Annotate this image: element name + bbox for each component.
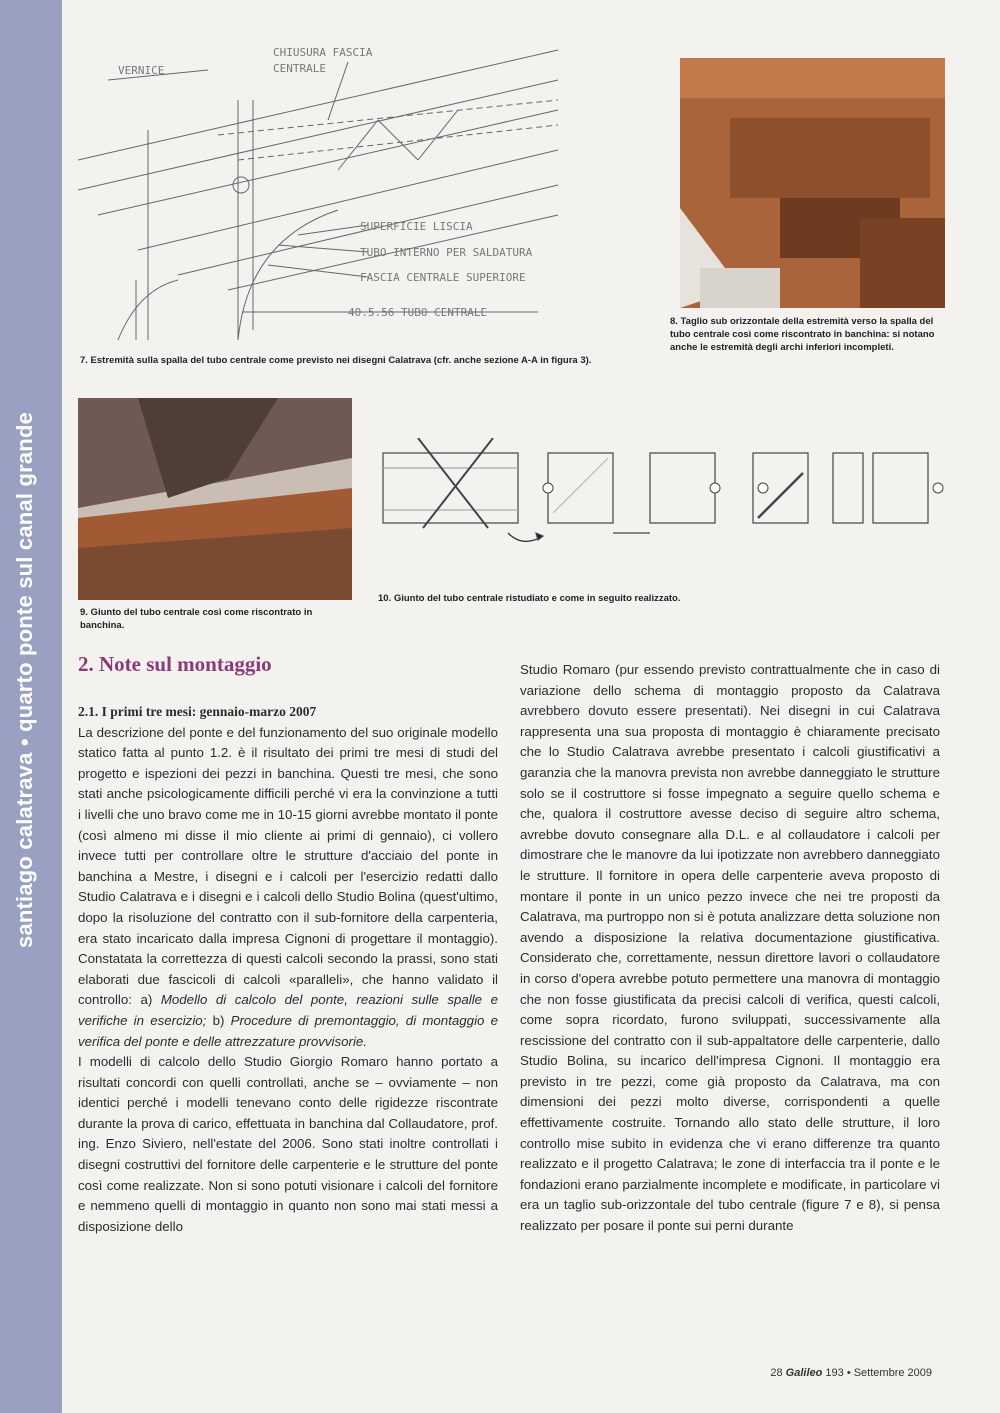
label-tubo-interno: TUBO INTERNO PER SALDATURA [360,246,533,259]
figure-7-caption: 7. Estremità sulla spalla del tubo centrale come previsto nei disegni Calatrava (cfr. anche sezione A-A in figura 3). [80,355,592,366]
paragraph-1-italic-1: Modello di calcolo del ponte, reazioni sulle spalle e verifiche in esercizio; [78,992,498,1028]
sidebar-running-title: santiago calatrava • quarto ponte sul canal grande [12,411,37,949]
figure-8-caption: 8. Taglio sub orizzontale della estremità verso la spalla del tubo centrale così come riscontrato in banchina: si notano anche le estremità degli archi inferiori incompleti. [670,316,935,353]
paragraph-1-text-b: b) [212,1012,225,1028]
label-fascia: FASCIA CENTRALE SUPERIORE [360,271,526,284]
paragraph-1-italic-2: Procedure di premontaggio, di montaggio e verifica del ponte e delle attrezzature provvisorie. [78,1012,498,1049]
section-title: 2. Note sul montaggio [78,652,272,676]
paragraph-3: Studio Romaro (pur essendo previsto contrattualmente che in caso di variazione dello schema di montaggio proposto da Calatrava avrebbero dovuto essere presentati). Nei disegni in cui Calatrava rappresenta una sua proposta di montaggio è chiaramente precisato che lo Studio Calatrava avrebbe presentato i calcoli giustificativi a garanzia che la manovra prevista non avrebbe danneggiato le strutture solo se il costruttore si fosse impegnato a seguire quello schema e che, qualora il costruttore avesse deciso di seguire altro schema, avrebbe dovuto consegnare alla D.L. e al collaudatore i calcoli per dimostrare che le manovre da lui ipotizzate non avrebbero danneggiato le strutture. Il fornitore in opera delle carpenterie aveva proposto di montare il ponte in un unico pezzo invece che nei tre proposti da Calatrava, ma purtroppo non si è potuta analizzare detta soluzione non avendo a disposizione la relativa documentazione giustificativa. Considerato che, correttamente, nessun direttore lavori o collaudatore in corso d'opera avrebbe potuto permettere una manovra di montaggio che non fosse giustificata da precisi calcoli di verifica, questi calcoli, come sopra ricordato, furono sviluppati, successivamente alla rescissione del contratto con il sub-appaltatore delle carpenterie, dallo Studio Bolina, su incarico dell'impresa Cignoni. Il montaggio era previsto in tre pezzi, come già proposto da Calatrava, ma con dimensioni dei pezzi molto diverse, corrispondenti a quelle effettivamente costruite. Tornando allo stato delle strutture, il loro controllo mise subito in evidenza che vi erano differenze tra quanto realizzato e il progetto Calatrava; le zone di interfaccia tra il ponte e le fondazioni erano parzialmente incomplete e modificate, in particolare vi era un taglio sub-orizzontale del tubo centrale (figure 7 e 8), si pensa realizzato per posare il ponte sui perni durante [520,662,940,1234]
page-number: 28 [770,1367,783,1379]
page-footer [770,1367,932,1379]
figure-9-photo [78,398,352,600]
label-chiusura-2: CENTRALE [273,62,326,75]
article-left-column [78,702,498,1237]
label-vernice: VERNICE [118,64,165,77]
figure-9-caption: 9. Giunto del tubo centrale così come riscontrato in banchina. [80,607,313,631]
paragraph-1-text-a: La descrizione del ponte e del funzionamento del suo originale modello statico fatta al punto 1.2. è il risultato dei primi tre mesi di studi del progetto e ispezioni dei pezzi in banchina. Questi tre mesi, che sono stati anche psicologicamente difficili perché vi era la convinzione a tutti i livelli che uno bravo come me in 10-15 giorni avrebbe montato il ponte (così almeno mi disse il mio cliente ai primi di gennaio), ci vollero invece tutti per controllare oltre le strutture d'acciaio del ponte in banchina a Mestre, i disegni e i calcoli per l'esercizio redatti dallo Studio Calatrava e i disegni e i calcoli dello Studio Bolina (quest'ultimo, dopo la risoluzione del contratto con il sub-fornitore della carpenteria, era stato incaricato dalla impresa Cignoni di progettare il montaggio). Constatata la correttezza di questi calcoli secondo la prassi, sono stati elaborati due fascicoli di calcoli «paralleli», che hanno validato il controllo: a) [78,724,498,1008]
figure-8-photo [680,58,945,308]
magazine-name: Galileo [785,1367,823,1379]
issue-info: 193 • Settembre 2009 [825,1367,932,1379]
label-tubo-centrale: 40.5.56 TUBO CENTRALE [348,306,488,319]
paragraph-2: I modelli di calcolo dello Studio Giorgio Romaro hanno portato a risultati concordi con quelli controllati, anche se – ovviamente – non identici perché i modelli tenevano conto delle rigidezze riscontrate durante la prova di carico, effettuata in banchina dal Collaudatore, prof. ing. Enzo Siviero, nell'estate del 2006. Sono stati inoltre controllati i disegni costruttivi del fornitore delle carpenterie e le strutture del ponte così come realizzate. Non si sono potuti visionare i calcoli del fornitore e nemmeno quelli di montaggio in quanto non sono mai stati messi a disposizione dello [78,1054,498,1234]
figure-10-caption: 10. Giunto del tubo centrale ristudiato e come in seguito realizzato. [378,593,681,604]
paragraph-1 [78,723,498,1053]
article-right-column [520,660,940,1237]
subsection-heading: 2.1. I primi tre mesi: gennaio-marzo 2007 [78,704,317,719]
sidebar-band [0,0,62,1413]
label-chiusura: CHIUSURA FASCIA [273,46,373,59]
label-superficie: SUPERFICIE LISCIA [360,220,473,233]
figure-7-drawing [78,40,638,350]
figure-10-drawing [378,438,953,548]
